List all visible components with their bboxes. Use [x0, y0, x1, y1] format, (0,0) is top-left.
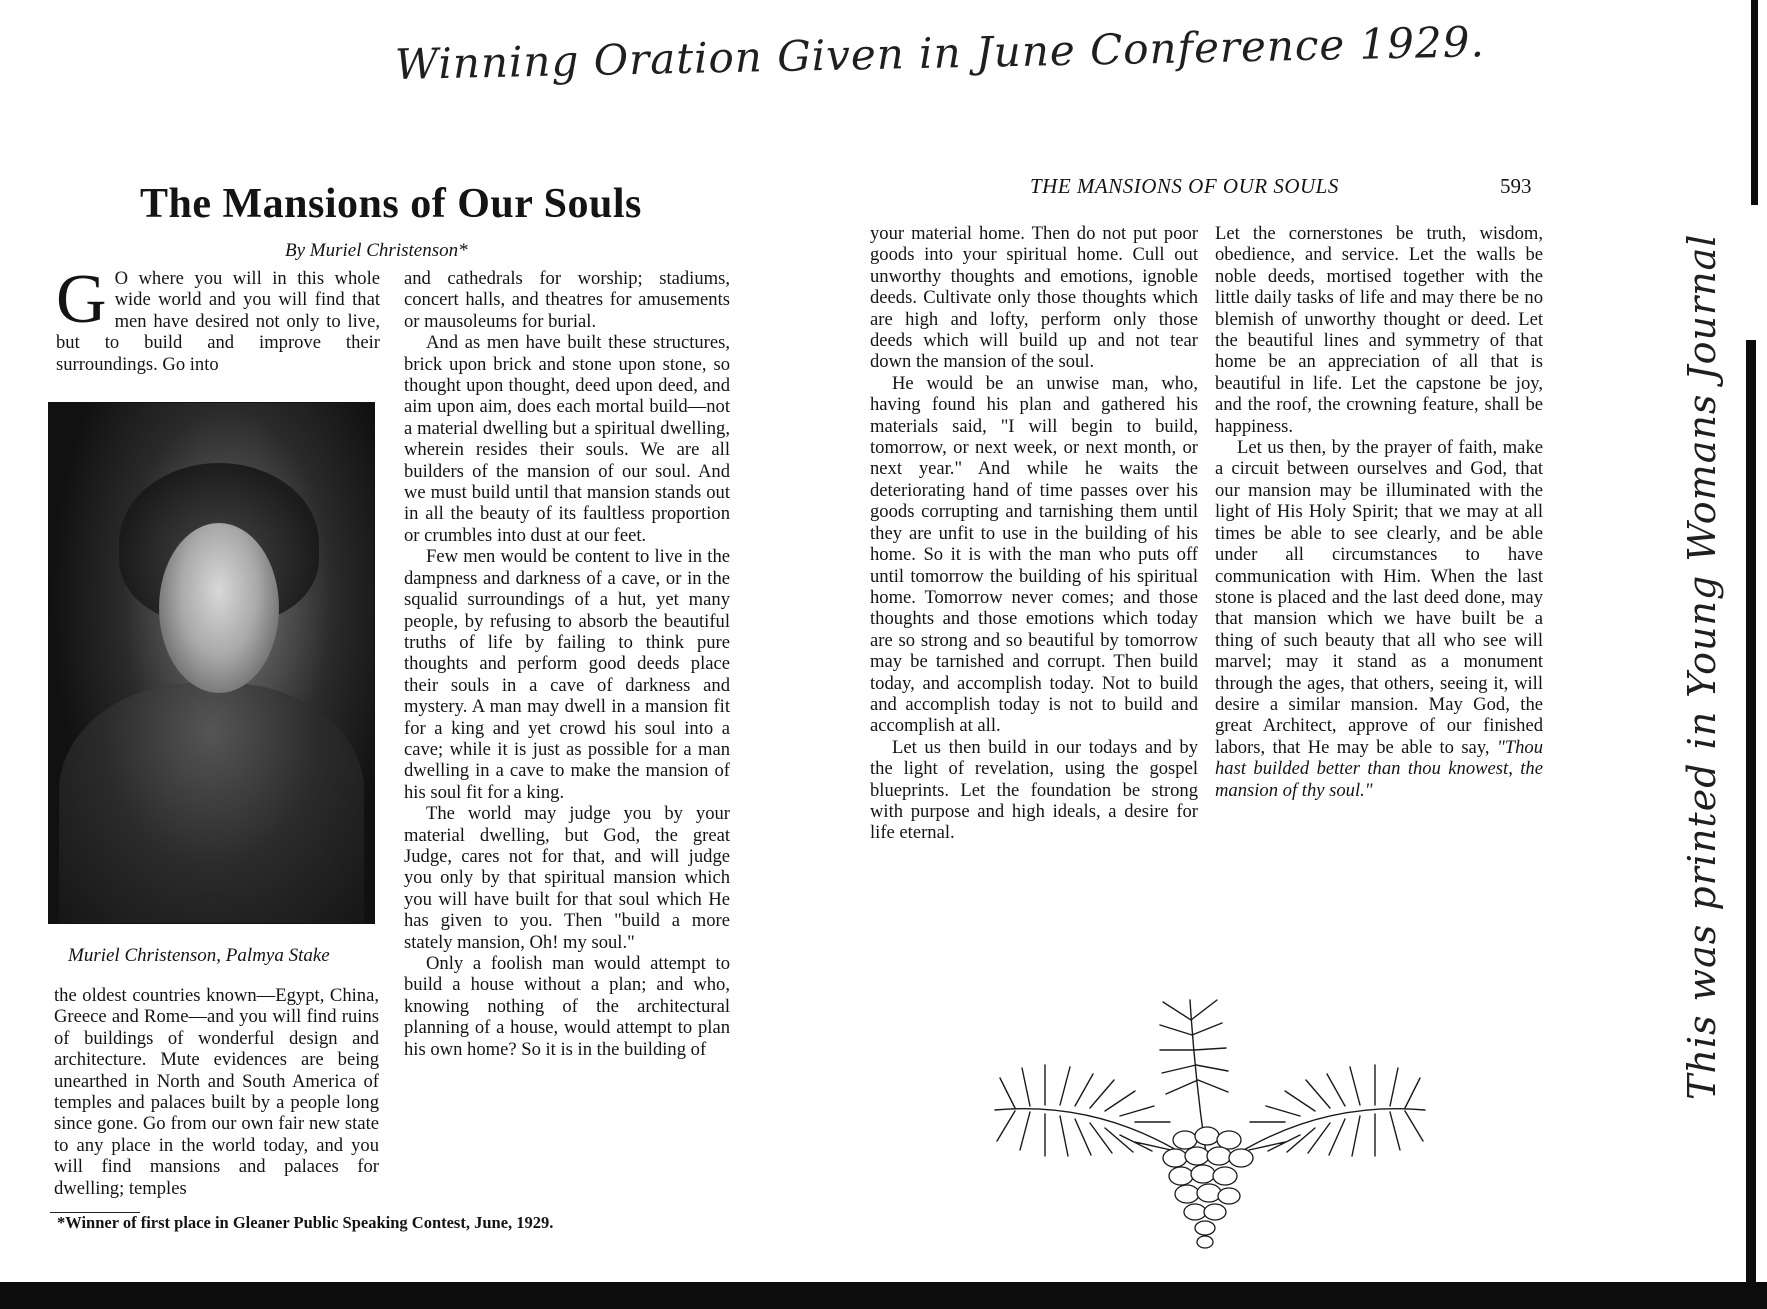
paragraph	[1215, 437, 1543, 801]
handwritten-side-note: This was printed in Young Womans Journal	[1680, 233, 1724, 1100]
running-head: THE MANSIONS OF OUR SOULS	[1030, 174, 1339, 198]
portrait-face	[159, 523, 279, 693]
footnote: *Winner of first place in Gleaner Public Speaking Contest, June, 1929.	[57, 1213, 554, 1232]
paragraph: your material home. Then do not put poor goods into your spiritual home. Cull out unworthy thoughts and emotions, ignoble deeds. Cultivate only those thoughts which are high and lofty, perform only those deeds which will build up and not tear down the mansion of the soul.	[870, 223, 1198, 373]
paragraph-text: Let us then, by the prayer of faith, make a circuit between ourselves and God, that our mansion may be illuminated with the light of His Holy Spirit; that we may at all times be able to see clearly, and be able under all circumstances to have communication with Him. When the last stone is placed and the last deed done, may that mansion which we have built be a thing of such beauty that all who see will marvel; may it stand as a monument through the ages, that others, seeing it, will desire a similar mansion. May God, the great Architect, approve of our finished labors, that He may be able to say,	[1215, 437, 1543, 758]
paragraph: Let us then build in our todays and by the light of revelation, using the gospel blueprints. Let the foundation be strong with purpose and high ideals, a desire for life eternal.	[870, 736, 1198, 844]
column-1-top	[56, 261, 380, 375]
scan-edge-right-lower	[1746, 340, 1756, 1300]
paragraph: Only a foolish man would attempt to build a house without a plan; and who, knowing nothing of the architectural planning of a house, would attempt to plan his own home? So it is in the building of	[404, 953, 730, 1060]
pine-cone-ornament	[985, 990, 1435, 1270]
column-1-bottom	[54, 985, 379, 1199]
scan-edge-bottom	[0, 1282, 1767, 1309]
column-1-opening-text: O where you will in this whole wide world and you will find that men have desired not only to live, but to build and improve their surroundings. Go into	[56, 268, 380, 375]
article-title: The Mansions of Our Souls	[140, 181, 642, 227]
photo-caption: Muriel Christenson, Palmya Stake	[68, 945, 330, 966]
drop-cap: G	[56, 261, 107, 338]
paragraph: He would be an unwise man, who, having found his plan and gathered his materials said, "I will begin to build, tomorrow, or next week, or next month, or next year." And while he waits the deteriorating hand of time passes over his goods corrupting and tarnishing them until they are unfit to use in the building of his home. So it is with the man who puts off until tomorrow the building of his spiritual home. Tomorrow never comes; and those thoughts and those emotions which today are so strong and so beautiful by tomorrow may be tarnished and corrupt. Then build today, and accomplish today. Not to build and accomplish today is not to build and accomplish at all.	[870, 372, 1198, 737]
paragraph: and cathedrals for worship; stadiums, concert halls, and theatres for amusements or mausoleums for burial.	[404, 268, 730, 332]
paragraph: Let the cornerstones be truth, wisdom, obedience, and service. Let the walls be noble deeds, mortised together with the little daily tasks of life and may there be no blemish of unworthy thought or deed. Let the beautiful lines and symmetry of that home be an appreciation of all that is beautiful in life. Let the capstone be joy, and the roof, the crowning feature, shall be happiness.	[1215, 223, 1543, 437]
paragraph: The world may judge you by your material dwelling, but God, the great Judge, cares not for that, and will judge you only by that spiritual mansion which you will have built for that soul which He has given to you. Then "build a more stately mansion, Oh! my soul."	[404, 803, 730, 953]
page-number: 593	[1500, 174, 1532, 198]
column-1-continuation: the oldest countries known—Egypt, China, Greece and Rome—and you will find ruins of buildings of wonderful design and architecture. Mute evidences are being unearthed in North and South America of temples and palaces built by a people long since gone. Go from our own fair new state to any place in the world today, and you will find mansions and palaces for dwelling; temples	[54, 985, 379, 1199]
scan-edge-right-upper	[1751, 0, 1758, 205]
column-4	[1215, 223, 1543, 801]
column-2	[404, 268, 730, 1060]
handwritten-top-note: Winning Oration Given in June Conference 1929.	[394, 17, 1486, 89]
byline: By Muriel Christenson*	[285, 240, 468, 261]
paragraph: And as men have built these structures, brick upon brick and stone upon stone, so thought upon thought, deed upon deed, and aim upon aim, does each mortal build—not a material dwelling but a spiritual dwelling, wherein resides their souls. We are all builders of the mansion of our soul. And we must build until that mansion stands out in all the beauty of its faultless proportion or crumbles into dust at our feet.	[404, 332, 730, 546]
paragraph: Few men would be content to live in the dampness and darkness of a cave, or in the squalid surroundings of a hut, yet many people, by refusing to absorb the beautiful truths of life by failing to think pure thoughts and perform good deeds place their souls in a cave of darkness and mystery. A man may dwell in a mansion fit for a king and yet crowd his soul into a cave; while it is just as possible for a man dwelling in a cave to make the mansion of his soul fit for a king.	[404, 546, 730, 803]
column-3	[870, 223, 1198, 844]
pine-cone	[1163, 1127, 1253, 1248]
portrait-body	[59, 683, 364, 923]
author-portrait-photo	[48, 402, 375, 924]
closing-quote: "Thou hast builded better than thou knowest, the mansion of thy soul."	[1215, 736, 1543, 801]
